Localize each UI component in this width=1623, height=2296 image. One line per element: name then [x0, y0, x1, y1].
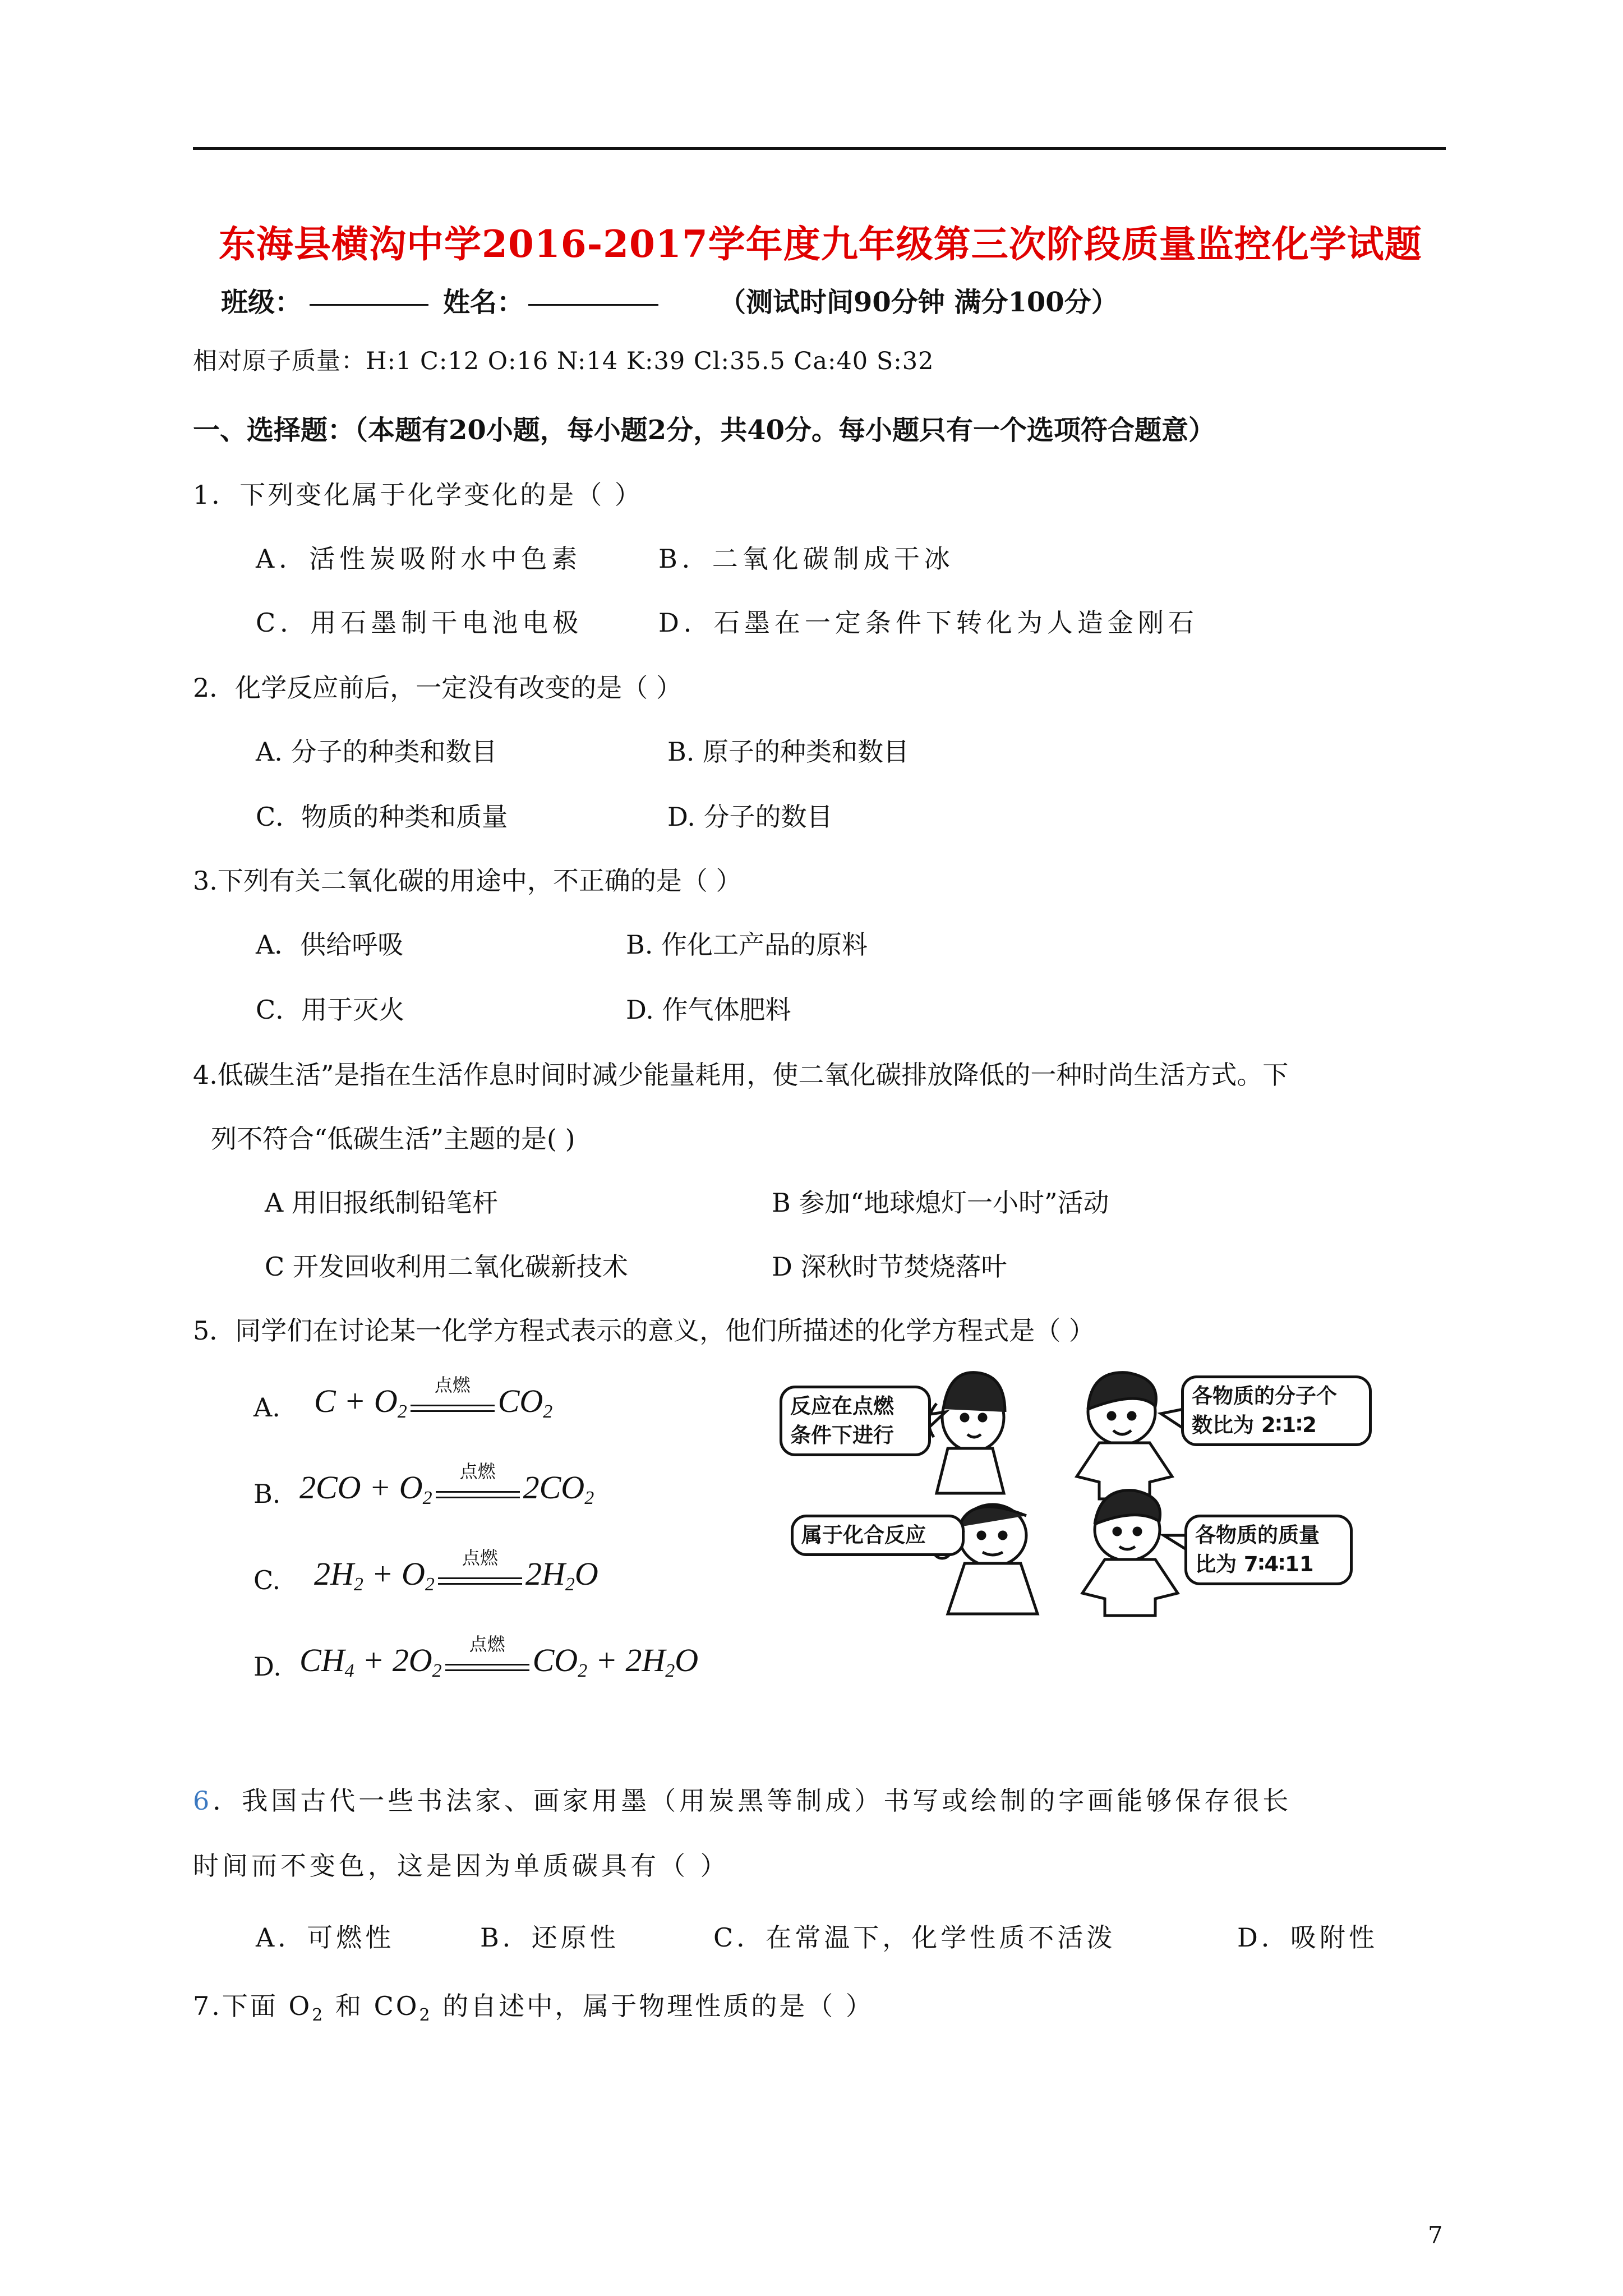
q6-number: 6	[193, 1786, 213, 1816]
q5-equation-c: $2H_2 + O_2$ 点燃 $2H_2O$	[314, 1555, 598, 1595]
q2-option-c: C．物质的种类和质量	[256, 802, 508, 832]
bubble1-line1: 反应在点燃	[790, 1394, 894, 1418]
q7-sub-2: 2	[419, 2005, 432, 2026]
bubble1-line2: 条件下进行	[790, 1423, 894, 1447]
q4-option-b: B 参加“地球熄灯一小时”活动	[772, 1188, 1109, 1218]
q3-option-a: A．供给呼吸	[256, 930, 404, 960]
q6-option-b: B．还原性	[480, 1922, 619, 1953]
q2-option-d: D. 分子的数目	[667, 802, 833, 832]
q5-equation-b: $2CO + O_2$ 点燃 $2CO_2$	[299, 1469, 594, 1509]
q3-option-c: C．用于灭火	[256, 995, 405, 1025]
q5-equation-d: $CH_4 + 2O_2$ 点燃 $CO_2 + 2H_2O$	[299, 1641, 698, 1682]
q4-option-c: C 开发回收利用二氧化碳新技术	[265, 1251, 628, 1282]
exam-title: 东海县横沟中学2016-2017学年度九年级第三次阶段质量监控化学试题	[219, 222, 1422, 266]
q3-option-d: D. 作气体肥料	[626, 995, 791, 1025]
q2-option-b: B. 原子的种类和数目	[667, 737, 910, 767]
q6-option-d: D．吸附性	[1237, 1922, 1378, 1953]
bubble3-line1: 属于化合反应	[801, 1523, 926, 1547]
q7-sub-1: 2	[312, 2005, 325, 2026]
speech-bubble-2	[1181, 1375, 1372, 1446]
bubble4-line2: 比为 7∶4∶11	[1195, 1552, 1314, 1576]
condition-label: 点燃	[462, 1547, 498, 1568]
q7-stem	[193, 1986, 874, 2025]
q1-option-c: C．用石墨制干电池电极	[256, 608, 583, 638]
q5-equation-a: $C + O_2$ 点燃 $CO_2$	[314, 1382, 552, 1423]
atomic-mass-line: 相对原子质量：H:1 C:12 O:16 N:14 K:39 Cl:35.5 Ca:40 S:32	[193, 347, 934, 375]
bubble2-line1: 各物质的分子个	[1192, 1384, 1337, 1408]
q6-stem-text: ．我国古代一些书法家、画家用墨（用炭黑等制成）书写或绘制的字画能够保存很长	[213, 1786, 1292, 1816]
q5-option-a-label: A.	[253, 1392, 280, 1423]
q7-text-a: 7.下面 O	[193, 1991, 312, 2021]
time-score: （测试时间90分钟 满分100分）	[719, 287, 1118, 318]
q4-option-a: A 用旧报纸制铅笔杆	[265, 1188, 498, 1218]
q1-option-d: D．石墨在一定条件下转化为人造金刚石	[658, 608, 1198, 638]
condition-label: 点燃	[434, 1374, 471, 1396]
q2-option-a: A. 分子的种类和数目	[256, 737, 497, 767]
q1-option-a: A．活性炭吸附水中色素	[256, 544, 582, 574]
q5-option-b-label: B.	[253, 1479, 281, 1509]
q3-stem: 3.下列有关二氧化碳的用途中，不正确的是（ ）	[193, 866, 742, 896]
header-rule	[193, 147, 1446, 150]
q6-stem-line1	[193, 1780, 1292, 1818]
q1-stem: 1．下列变化属于化学变化的是（ ）	[193, 480, 643, 510]
speech-bubble-3	[791, 1515, 965, 1556]
name-blank	[528, 282, 658, 308]
class-label: 班级：	[221, 287, 302, 318]
q5-option-c-label: C.	[253, 1565, 281, 1595]
q7-text-c: 的自述中，属于物理性质的是（ ）	[432, 1991, 874, 2021]
page-number: 7	[1428, 2221, 1443, 2249]
speech-bubble-1	[780, 1386, 931, 1456]
q3-option-b: B. 作化工产品的原料	[626, 930, 868, 960]
q4-stem-line2: 列不符合“低碳生活”主题的是( )	[211, 1124, 575, 1154]
bubble2-line2: 数比为 2∶1∶2	[1192, 1413, 1317, 1437]
q2-stem: 2．化学反应前后，一定没有改变的是（ ）	[193, 673, 682, 703]
q4-stem-line1: 4.低碳生活”是指在生活作息时间时减少能量耗用，使二氧化碳排放降低的一种时尚生活方式。下	[193, 1060, 1289, 1090]
speech-bubble-4	[1184, 1515, 1353, 1585]
class-blank	[310, 282, 428, 308]
q4-option-d: D 深秋时节焚烧落叶	[772, 1251, 1007, 1282]
q7-text-b: 和 CO	[325, 1991, 419, 2021]
q6-option-c: C．在常温下，化学性质不活泼	[713, 1922, 1116, 1953]
condition-label: 点燃	[469, 1633, 505, 1655]
q6-stem-line2: 时间而不变色，这是因为单质碳具有（ ）	[193, 1851, 730, 1881]
condition-label: 点燃	[459, 1460, 496, 1482]
section-heading: 一、选择题：（本题有20小题，每小题2分，共40分。每小题只有一个选项符合题意）	[193, 415, 1215, 446]
bubble4-line1: 各物质的质量	[1195, 1523, 1320, 1547]
q5-option-d-label: D.	[253, 1651, 282, 1682]
q1-option-b: B．二氧化碳制成干冰	[658, 544, 955, 574]
q5-cartoon-illustration	[780, 1364, 1385, 1622]
q5-stem: 5．同学们在讨论某一化学方程式表示的意义，他们所描述的化学方程式是（ ）	[193, 1315, 1095, 1346]
name-label: 姓名：	[443, 287, 524, 318]
q6-option-a: A．可燃性	[256, 1922, 395, 1953]
